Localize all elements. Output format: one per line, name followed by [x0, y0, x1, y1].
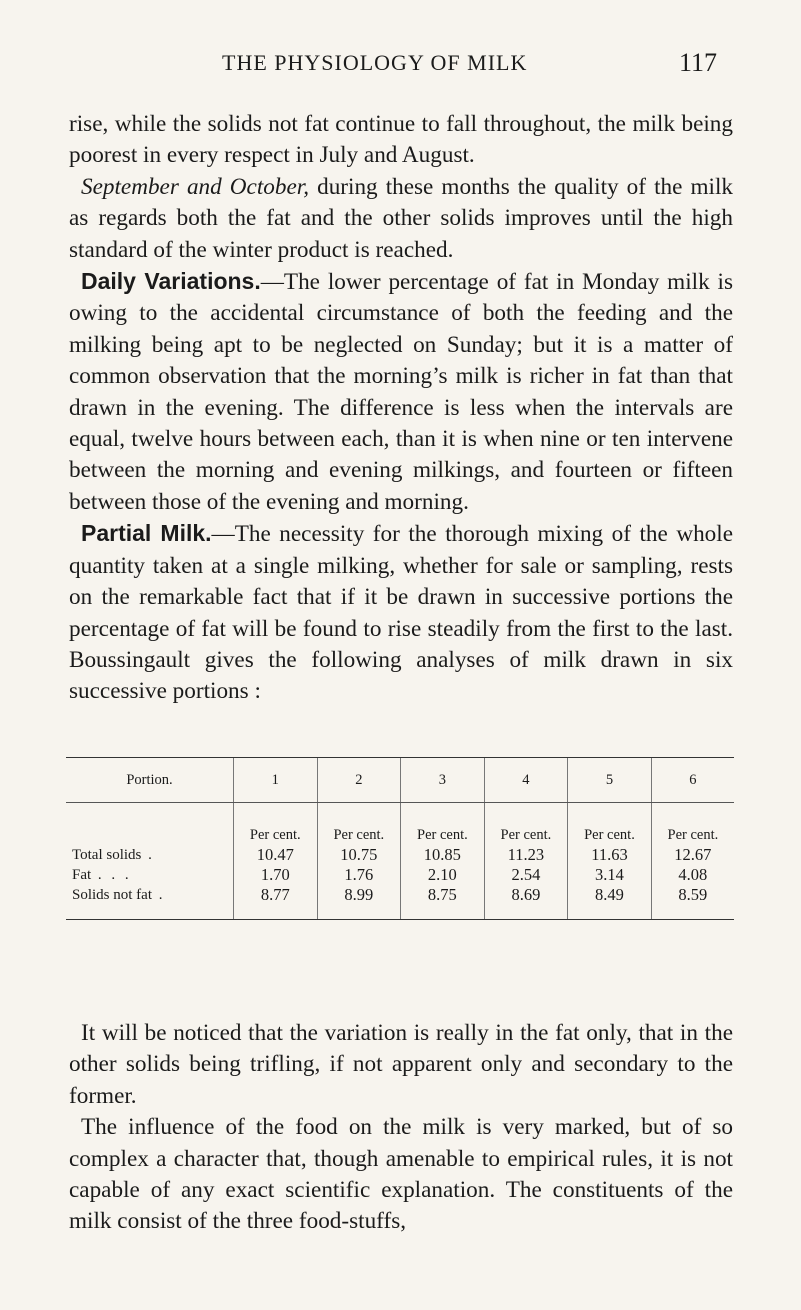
daily-variations-heading: Daily Variations. [81, 268, 261, 295]
table-cell: 8.69 [484, 885, 568, 920]
partial-milk-heading: Partial Milk. [81, 520, 212, 547]
body-text-top [69, 109, 733, 708]
column-header: 3 [401, 758, 485, 803]
daily-variations-text: —The lower percentage of fat in Monday milk is owing to the accidental circumstance of both the feeding and the milking being apt to be neglected on Sunday; but it is a matter of common observation that the morning’s milk is richer in fat than that drawn in the evening. The difference is less when the intervals are equal, twelve hours between each, than it is when nine or ten intervene between the morning and evening milkings, and fourteen or fifteen between those of the evening and morning. [69, 269, 733, 515]
column-header: 1 [234, 758, 318, 803]
table-cell: 1.76 [317, 865, 401, 885]
table-cell: 11.63 [568, 845, 652, 865]
table-cell: 10.75 [317, 845, 401, 865]
table-cell: 1.70 [234, 865, 318, 885]
unit-label: Per cent. [234, 803, 318, 846]
running-head: THE PHYSIOLOGY OF MILK [222, 50, 528, 75]
page-number: 117 [679, 48, 718, 77]
paragraph-1: rise, while the solids not fat continue to fall throughout, the milk being poorest in every respect in July and August. [69, 111, 733, 169]
table-cell: 3.14 [568, 865, 652, 885]
row-leader: . [141, 847, 155, 863]
boussingault-analyses-table [66, 757, 734, 920]
paragraph-2 [69, 172, 733, 266]
unit-label: Per cent. [317, 803, 401, 846]
portion-header: Portion. [66, 758, 234, 803]
row-leader: . [152, 887, 166, 903]
table-row [66, 845, 734, 865]
column-header: 6 [651, 758, 734, 803]
page-header [0, 50, 801, 90]
paragraph-partial-milk [69, 518, 733, 707]
paragraph-6: The influence of the food on the milk is very marked, but of so complex a character that, though amenable to empirical rules, it is not capable of any exact scientific explanation. The constituents of the milk consist of the three food-stuffs, [69, 1114, 733, 1235]
table-cell: 10.47 [234, 845, 318, 865]
unit-label: Per cent. [484, 803, 568, 846]
table-header-row [66, 758, 734, 803]
unit-label: Per cent. [651, 803, 734, 846]
row-label [66, 885, 234, 920]
paragraph-daily-variations [69, 266, 733, 518]
table-cell: 8.59 [651, 885, 734, 920]
table-row [66, 885, 734, 920]
table-cell: 8.75 [401, 885, 485, 920]
table-cell: 2.10 [401, 865, 485, 885]
column-header: 2 [317, 758, 401, 803]
table-cell: 10.85 [401, 845, 485, 865]
row-label-text: Total solids [72, 847, 142, 863]
body-text-bottom [69, 1018, 733, 1238]
unit-row [66, 803, 734, 846]
table-cell: 12.67 [651, 845, 734, 865]
table-cell: 8.77 [234, 885, 318, 920]
paragraph-2-lead: September and October, [81, 173, 310, 200]
row-label [66, 845, 234, 865]
column-header: 4 [484, 758, 568, 803]
table-cell: 8.99 [317, 885, 401, 920]
column-header: 5 [568, 758, 652, 803]
table-cell: 4.08 [651, 865, 734, 885]
table-cell: 8.49 [568, 885, 652, 920]
partial-milk-text: —The necessity for the thorough mixing of the whole quantity taken at a single milking, whether for sale or sampling, rests on the remarkable fact that if it be drawn in successive portions the percentage of fat will be found to rise steadily from the first to the last. Boussingault gives the following analyses of milk drawn in six successive portions : [69, 521, 733, 705]
unit-label: Per cent. [401, 803, 485, 846]
row-label-text: Fat [72, 867, 92, 883]
unit-label: Per cent. [568, 803, 652, 846]
paragraph-2-text: during these months the quality of the milk as regards both the fat and the other solids improves until the high standard of the winter product is reached. [69, 173, 733, 263]
row-label-text: Solids not fat [72, 887, 153, 903]
unit-row-blank [66, 803, 234, 846]
row-label [66, 865, 234, 885]
row-leader: . . . [91, 867, 132, 883]
table-row [66, 865, 734, 885]
paragraph-5: It will be noticed that the variation is really in the fat only, that in the other solids being trifling, if not apparent only and secondary to the former. [69, 1020, 733, 1109]
table-cell: 11.23 [484, 845, 568, 865]
table-cell: 2.54 [484, 865, 568, 885]
